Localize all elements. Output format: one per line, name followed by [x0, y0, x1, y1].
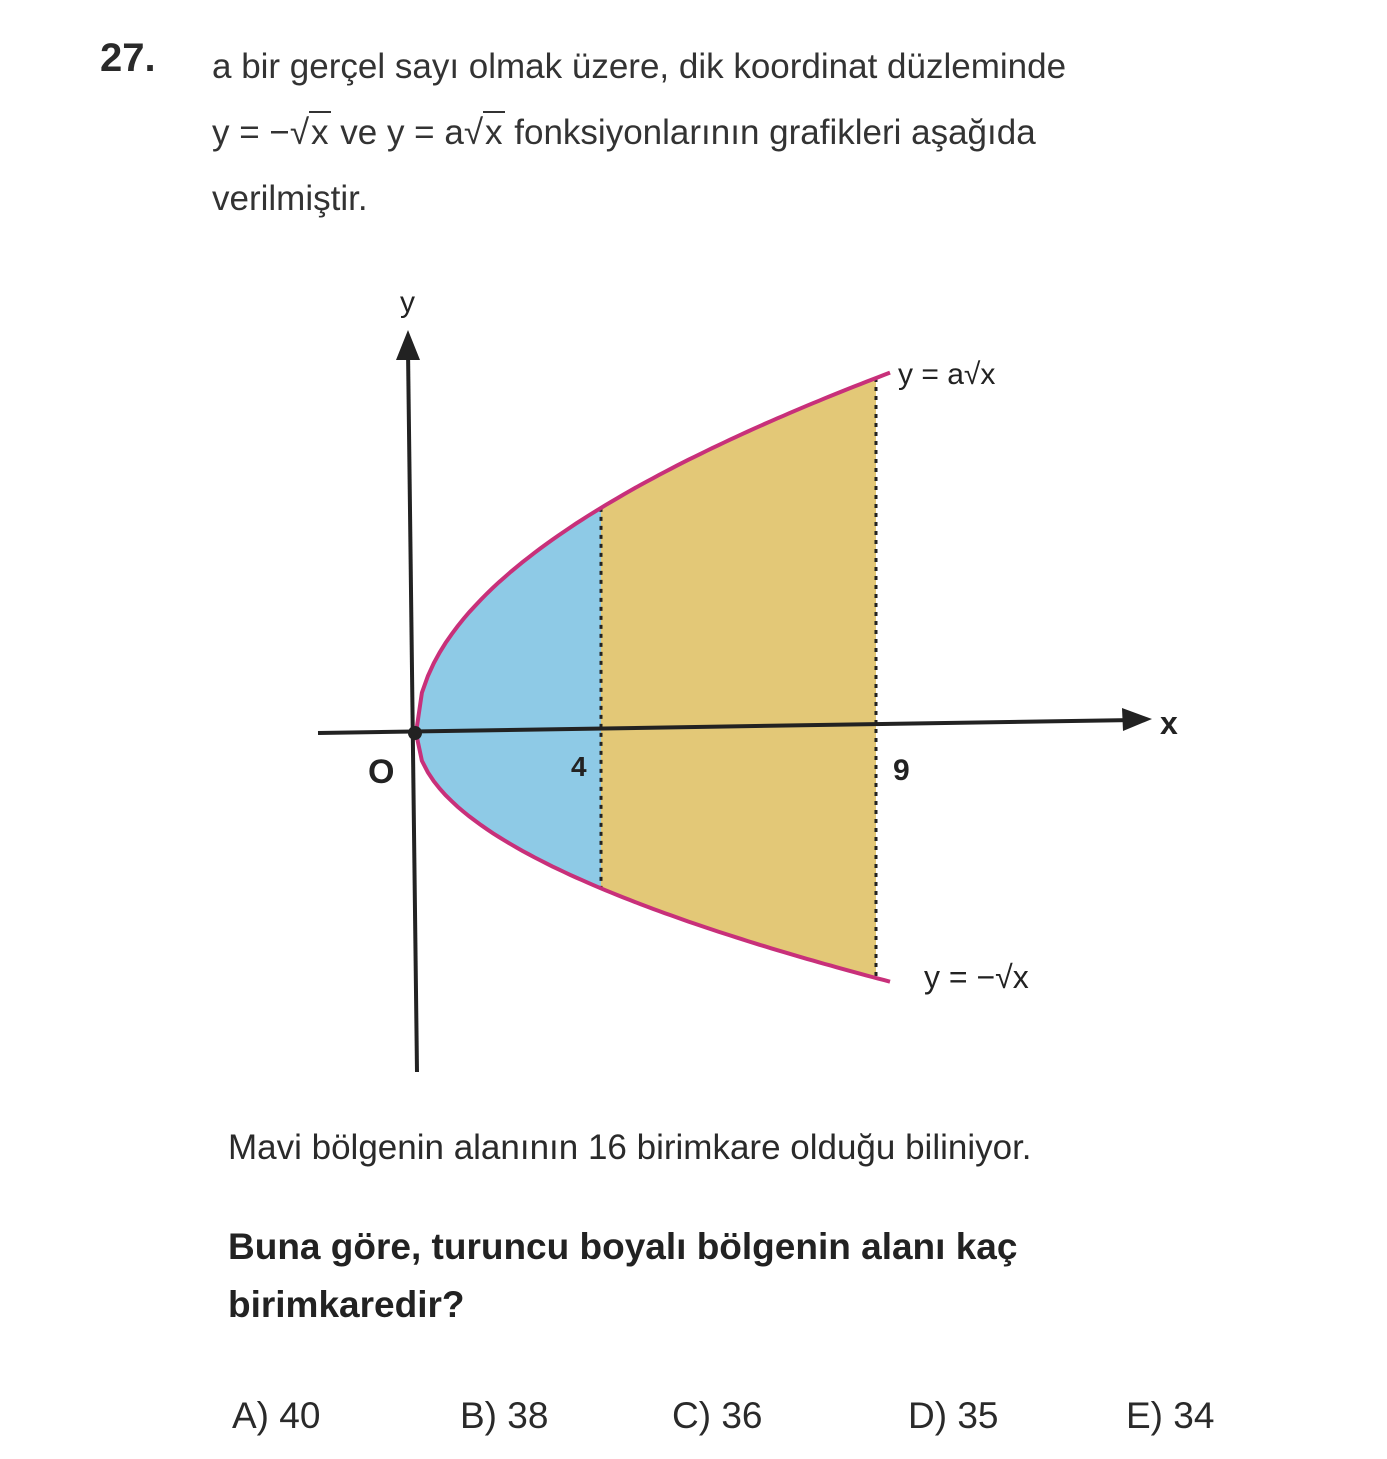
orange-region — [601, 378, 876, 978]
intro-f1-radicand: x — [311, 113, 329, 152]
intro-suffix: fonksiyonlarının grafikleri aşağıda — [504, 113, 1036, 152]
intro-f1-prefix: y = − — [212, 113, 290, 152]
given-statement: Mavi bölgenin alanının 16 birimkare olduğu biliniyor. — [228, 1128, 1032, 1167]
x-axis-arrow — [1122, 708, 1152, 731]
tick-label-9: 9 — [893, 754, 910, 787]
question-prompt: Buna göre, turuncu boyalı bölgenin alanı kaç birimkaredir? — [228, 1226, 1018, 1325]
question-number: 27. — [100, 36, 156, 80]
axis-y-label: y — [400, 286, 415, 319]
label-upper-curve: y = a√x — [898, 358, 996, 391]
option-c[interactable]: C) 36 — [672, 1395, 763, 1436]
intro-line-3: verilmiştir. — [212, 179, 368, 218]
option-e[interactable]: E) 34 — [1126, 1395, 1215, 1436]
intro-line-1: a bir gerçel sayı olmak üzere, dik koordinat düzleminde — [212, 47, 1067, 86]
intro-f2-radicand: x — [485, 113, 503, 152]
axis-x-label: x — [1160, 705, 1178, 741]
intro-mid: ve y = a — [330, 113, 464, 152]
intro-line-2: y = −√x ve y = a√x fonksiyonlarının grafikleri aşağıda — [212, 113, 1036, 152]
y-axis-arrow — [396, 330, 420, 360]
tick-label-4: 4 — [571, 751, 587, 782]
option-a[interactable]: A) 40 — [232, 1395, 321, 1436]
option-b[interactable]: B) 38 — [460, 1395, 549, 1436]
y-axis — [408, 350, 417, 1072]
origin-label: O — [368, 753, 395, 791]
blue-region — [416, 508, 601, 889]
option-d[interactable]: D) 35 — [908, 1395, 999, 1436]
origin-point — [408, 726, 422, 740]
label-lower-curve: y = −√x — [924, 959, 1029, 995]
